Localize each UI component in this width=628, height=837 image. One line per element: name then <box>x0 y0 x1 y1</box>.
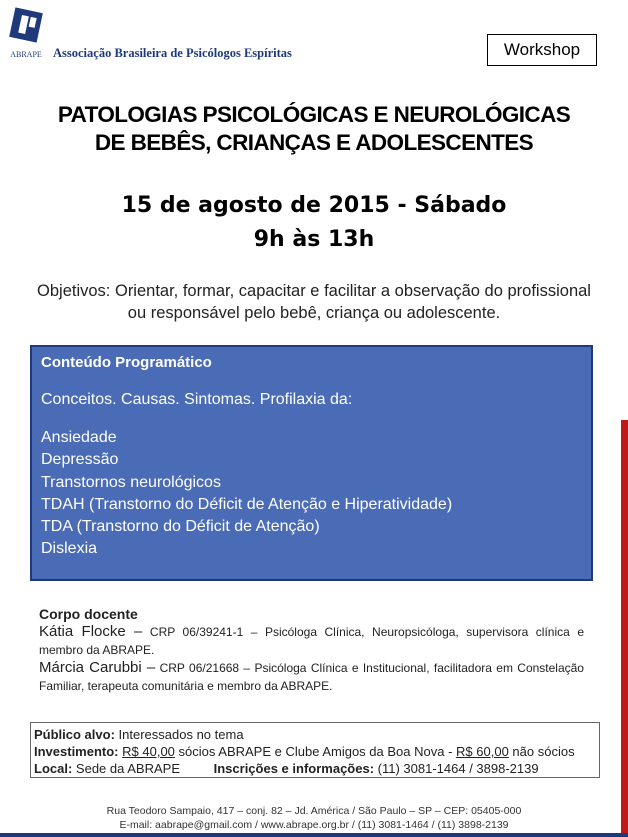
event-schedule <box>0 189 628 257</box>
headline-line-1: PATOLOGIAS PSICOLÓGICAS E NEUROLÓGICAS <box>57 102 571 127</box>
faculty-member-details: CRP 06/21668 – Psicóloga Clínica e Institucional, facilitadora em Constelação Familiar, terapeuta comunitária e membro da ABRAPE. <box>39 661 584 693</box>
price-others: R$ 60,00 <box>456 744 509 759</box>
headline-line-2: DE BEBÊS, CRIANÇAS E ADOLESCENTES <box>94 130 534 155</box>
registration-label: Inscrições e informações: <box>213 761 375 776</box>
audience-row <box>34 726 599 743</box>
investment-row <box>34 743 599 760</box>
faculty-title: Corpo docente <box>39 606 138 622</box>
program-list <box>41 427 581 561</box>
event-date: 15 de agosto de 2015 - Sábado <box>121 193 507 218</box>
registration-value: (11) 3081-1464 / 3898-2139 <box>377 761 539 776</box>
faculty-member-name: Márcia Carubbi – <box>39 659 156 676</box>
faculty-member-name: Kátia Flocke – <box>39 623 143 640</box>
price-members: R$ 40,00 <box>122 744 175 759</box>
program-item: Transtornos neurológicos <box>41 473 221 491</box>
footer-bar <box>0 833 628 837</box>
organization-name: Associação Brasileira de Psicólogos Espíritas <box>53 46 292 60</box>
price-members-desc: sócios ABRAPE e Clube Amigos da Boa Nova - <box>178 744 453 759</box>
price-others-desc: não sócios <box>512 744 575 759</box>
investment-label: Investimento: <box>34 744 119 759</box>
audience-label: Público alvo: <box>34 727 115 742</box>
accent-bar <box>621 420 628 837</box>
program-title: Conteúdo Programático <box>41 354 212 371</box>
program-item: TDA (Transtorno do Déficit de Atenção) <box>41 518 320 536</box>
program-item: Depressão <box>41 451 119 469</box>
program-item: Ansiedade <box>41 429 117 446</box>
logo-caption: ABRAPE <box>10 50 42 59</box>
audience-value: Interessados no tema <box>118 727 244 742</box>
faculty-section <box>39 606 584 695</box>
event-headline <box>0 101 628 157</box>
footer-address: Rua Teodoro Sampaio, 417 – conj. 82 – Jd. América / São Paulo – SP – CEP: 05405-000 <box>106 805 522 817</box>
footer <box>0 804 628 832</box>
program-intro: Conceitos. Causas. Sintomas. Profilaxia da: <box>41 391 353 408</box>
faculty-member <box>39 659 584 695</box>
location-label: Local: <box>34 761 73 776</box>
footer-contact: E-mail: aabrape@gmail.com / www.abrape.org.br / (11) 3081-1464 / (11) 3898-2139 <box>119 819 509 831</box>
location-value: Sede da ABRAPE <box>75 761 180 776</box>
location-row <box>34 760 599 777</box>
workshop-badge: Workshop <box>487 34 597 66</box>
objectives-text: Objetivos: Orientar, formar, capacitar e facilitar a observação do profissional ou responsável pelo bebê, criança ou adolescente. <box>37 282 591 322</box>
event-time: 9h às 13h <box>253 227 375 252</box>
program-item: Dislexia <box>41 540 98 558</box>
faculty-member-details: CRP 06/39241-1 – Psicóloga Clínica, Neuropsicóloga, supervisora clínica e membro da ABRAPE. <box>39 625 584 657</box>
faculty-member <box>39 623 584 659</box>
program-item: TDAH (Transtorno do Déficit de Atenção e Hiperatividade) <box>41 495 453 513</box>
info-box <box>30 722 600 778</box>
program-box <box>30 345 593 581</box>
